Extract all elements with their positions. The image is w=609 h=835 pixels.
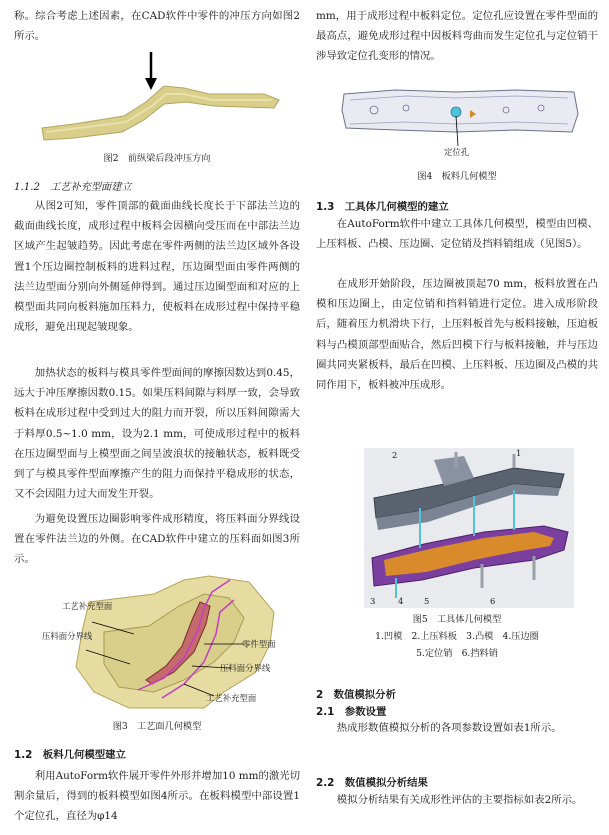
figure-5 bbox=[364, 448, 574, 608]
right-top-paragraph: mm，用于成形过程中板料定位。定位孔应设置在零件型面的最高点，避免成形过程中因板料弯曲而发生定位孔与定位销干涉导致定位孔变形的情况。 bbox=[316, 10, 598, 63]
label-binder-line-left: 压料面分界线 bbox=[42, 631, 93, 641]
figure-4 bbox=[336, 80, 586, 160]
intro-paragraph: 称。综合考虑上述因素，在CAD软件中零件的冲压方向如图2所示。 bbox=[14, 10, 300, 43]
section-1-2-paragraph: 利用AutoForm软件展开零件外形并增加10 mm的激光切割余量后，得到的板料模型如图4所示。在板料模型中部设置1个定位孔，直径为φ14 bbox=[14, 770, 301, 823]
fig5-number-5: 5 bbox=[424, 596, 430, 606]
label-addendum-bottom: 工艺补充型面 bbox=[206, 693, 257, 703]
label-addendum-top: 工艺补充型面 bbox=[62, 601, 113, 611]
section-1-3-paragraph-1: 在AutoForm软件中建立工具体几何模型，模型由凹模、上压料板、凸模、压边圈、定位销及挡料销组成（见图5）。 bbox=[316, 218, 598, 251]
section-2-2-paragraph: 模拟分析结果有关成形性评估的主要指标如表2所示。 bbox=[336, 794, 583, 806]
stamping-direction-diagram bbox=[34, 50, 284, 145]
figure-2 bbox=[34, 50, 284, 145]
fig5-caption: 图5 工具体几何模型 bbox=[412, 614, 502, 625]
tool-model-diagram bbox=[364, 448, 574, 608]
section-1-3-title: 1.3 工具体几何模型的建立 bbox=[316, 201, 449, 213]
locating-hole-icon bbox=[451, 107, 461, 117]
down-arrow-icon bbox=[145, 78, 157, 90]
fig5-legend-line-2: 5.定位销 6.挡料销 bbox=[416, 648, 498, 659]
section-1-2-title: 1.2 板料几何模型建立 bbox=[14, 749, 126, 761]
section-1-1-2-title: 1.1.2 工艺补充型面建立 bbox=[14, 182, 132, 193]
label-binder-line-right: 压料面分界线 bbox=[220, 663, 271, 673]
section-1-1-2-paragraph-2: 加热状态的板料与模具零件型面间的摩擦因数达到0.45，远大于冲压摩擦因数0.15。如果压料间隙与料厚一致，会导致板料在成形过程中受到过大的阻力而开裂，所以压料间隙需大于料厚0.5~1.0 mm，设为2.1 mm，可使成形过程中的板料在压边圈型面与上模型面之间呈波浪状的接触状态，板料既受到了与模具零件型面摩擦产生的阻力而保持平稳成形的状态，又不会因阻力过大而发生开裂。 bbox=[14, 367, 300, 501]
label-locating-hole: 定位孔 bbox=[444, 147, 470, 157]
fig5-number-4: 4 bbox=[398, 596, 404, 606]
fig5-number-3: 3 bbox=[370, 596, 376, 606]
section-2-title: 2 数值模拟分析 bbox=[316, 689, 396, 701]
fig5-number-1: 1 bbox=[516, 448, 522, 458]
fig5-number-2: 2 bbox=[392, 450, 398, 460]
section-2-1-paragraph: 热成形数值模拟分析的各项参数设置如表1所示。 bbox=[336, 722, 562, 734]
section-1-1-2-paragraph-1: 从图2可知，零件顶部的截面曲线长度长于下部法兰边的截面曲线长度，成形过程中板料会因横向受压而在中部法兰边区域产生起皱趋势。因此考虑在零件两侧的法兰边区域外各设置1个压边圈控制板料的进料过程，压边圈型面由零件两侧的法兰边型面分别向外侧延伸得到。通过压边圈型面和对应的上模型面共同向板料施加压料力，使板料在成形过程中保持平稳成形，避免出现起皱现象。 bbox=[14, 200, 300, 334]
section-2-2-title: 2.2 数值模拟分析结果 bbox=[316, 777, 428, 789]
figure-3 bbox=[34, 572, 294, 712]
fig5-number-6: 6 bbox=[490, 596, 496, 606]
fig2-caption: 图2 前纵梁后段冲压方向 bbox=[103, 153, 211, 164]
fig5-legend-line-1: 1.凹模 2.上压料板 3.凸模 4.压边圈 bbox=[375, 631, 539, 642]
fig4-caption: 图4 板料几何模型 bbox=[417, 171, 497, 182]
fig3-caption: 图3 工艺面几何模型 bbox=[112, 721, 202, 732]
section-2-1-title: 2.1 参数设置 bbox=[316, 706, 387, 718]
label-part-surface: 零件型面 bbox=[242, 639, 276, 649]
section-1-3-paragraph-2: 在成形开始阶段，压边圈被顶起70 mm，板料放置在凸模和压边圈上，由定位销和挡料销进行定位。进入成形阶段后，随着压力机滑块下行，上压料板首先与板料接触，压迫板料与凸模顶部型面贴合，然后凹模下行与板料接触，并与压边圈共同夹紧板料，最后在凹模、上压料板、压边圈及凸模的共同作用下，板料被冲压成形。 bbox=[316, 278, 598, 392]
section-1-1-2-paragraph-3: 为避免设置压边圈影响零件成形精度，将压料面分界线设置在零件法兰边的外侧。在CAD软件中建立的压料面如图3所示。 bbox=[14, 513, 300, 566]
